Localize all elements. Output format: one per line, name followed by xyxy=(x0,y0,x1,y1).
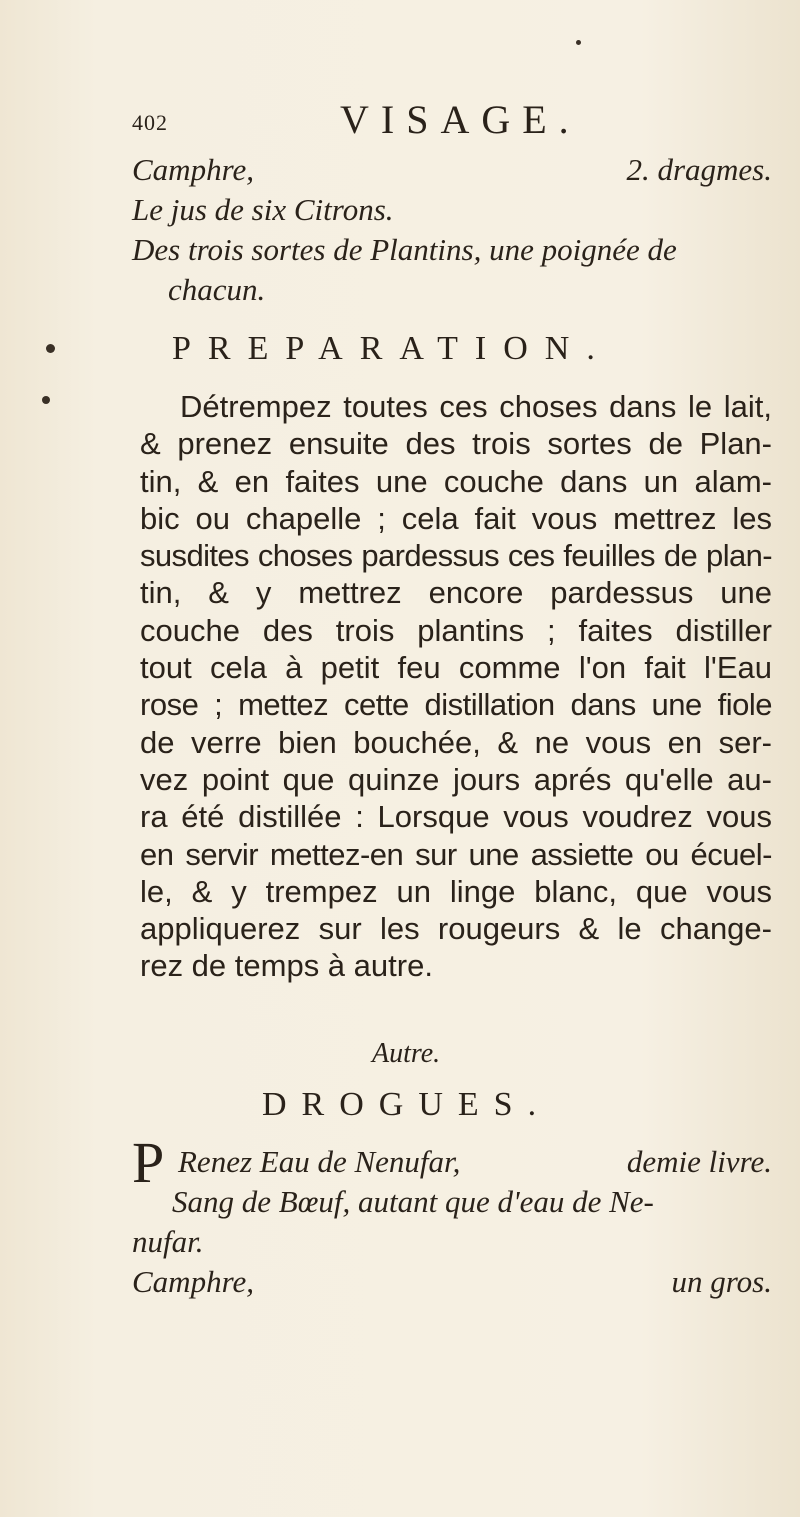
autre-title: Autre. xyxy=(372,1038,441,1069)
ingredient-line xyxy=(172,1182,772,1222)
paragraph-line: tin, & y mettrez encore pardessus une xyxy=(140,575,772,611)
paragraph-line: couche des trois plantins ; faites distiller xyxy=(140,612,772,648)
ink-speck xyxy=(42,396,50,404)
ingredient-name: Camphre, xyxy=(132,1264,254,1299)
paragraph-line: en servir mettez-en sur une assiette ou écuel- xyxy=(140,836,772,872)
paragraph-line: appliquerez sur les rougeurs & le change- xyxy=(140,911,772,947)
paragraph-line: tout cela à petit feu comme l'on fait l'Eau xyxy=(140,650,772,686)
ingredient-name: Camphre, xyxy=(132,152,254,187)
ingredient-line xyxy=(132,150,772,190)
paragraph-line: rez de temps à autre. xyxy=(140,948,433,984)
ingredient-name: Le jus de six Citrons. xyxy=(132,192,394,227)
paragraph-line: bic ou chapelle ; cela fait vous mettrez les xyxy=(140,500,772,536)
ingredient-line xyxy=(132,190,772,230)
ingredient-line xyxy=(132,1262,772,1302)
ingredient-quantity: 2. dragmes. xyxy=(626,152,772,187)
paragraph-line: tin, & en faites une couche dans un alam- xyxy=(140,463,772,499)
preparation-heading: PREPARATION. xyxy=(172,330,612,367)
paragraph-line: Détrempez toutes ces choses dans le lait, xyxy=(180,389,772,424)
page-header xyxy=(132,96,772,146)
paragraph-line: rose ; mettez cette distillation dans une fiole xyxy=(140,687,772,723)
paragraph-line: susdites choses pardessus ces feuilles de plan- xyxy=(140,538,772,574)
paragraph-line: ra été distillée : Lorsque vous voudrez vous xyxy=(140,799,772,835)
paragraph-line: de verre bien bouchée, & ne vous en ser- xyxy=(140,724,772,760)
ingredient-line xyxy=(178,1142,772,1182)
ingredient-name: Renez Eau de Nenufar, xyxy=(178,1144,461,1179)
ingredient-name: Des trois sortes de Plantins, une poignée de xyxy=(132,232,677,267)
drop-cap: P xyxy=(132,1130,165,1195)
paragraph-line: & prenez ensuite des trois sortes de Plan- xyxy=(140,426,772,462)
preparation-paragraph xyxy=(140,388,772,985)
running-head: VISAGE. xyxy=(340,97,581,142)
ingredient-line xyxy=(132,230,772,270)
ingredient-name: Sang de Bœuf, autant que d'eau de Ne- xyxy=(172,1184,654,1219)
ink-speck xyxy=(46,344,55,353)
ink-speck xyxy=(576,40,581,45)
ingredient-name: chacun. xyxy=(168,272,266,307)
paragraph-line: vez point que quinze jours aprés qu'elle au- xyxy=(140,761,772,797)
ingredient-name: nufar. xyxy=(132,1224,204,1259)
page-number: 402 xyxy=(132,110,168,135)
ingredient-quantity: demie livre. xyxy=(626,1144,772,1179)
paragraph-line: le, & y trempez un linge blanc, que vous xyxy=(140,873,772,909)
ingredient-line xyxy=(168,270,800,310)
ingredient-line xyxy=(132,1222,772,1262)
ingredient-quantity: un gros. xyxy=(671,1264,772,1299)
drogues-heading: DROGUES. xyxy=(262,1086,552,1123)
